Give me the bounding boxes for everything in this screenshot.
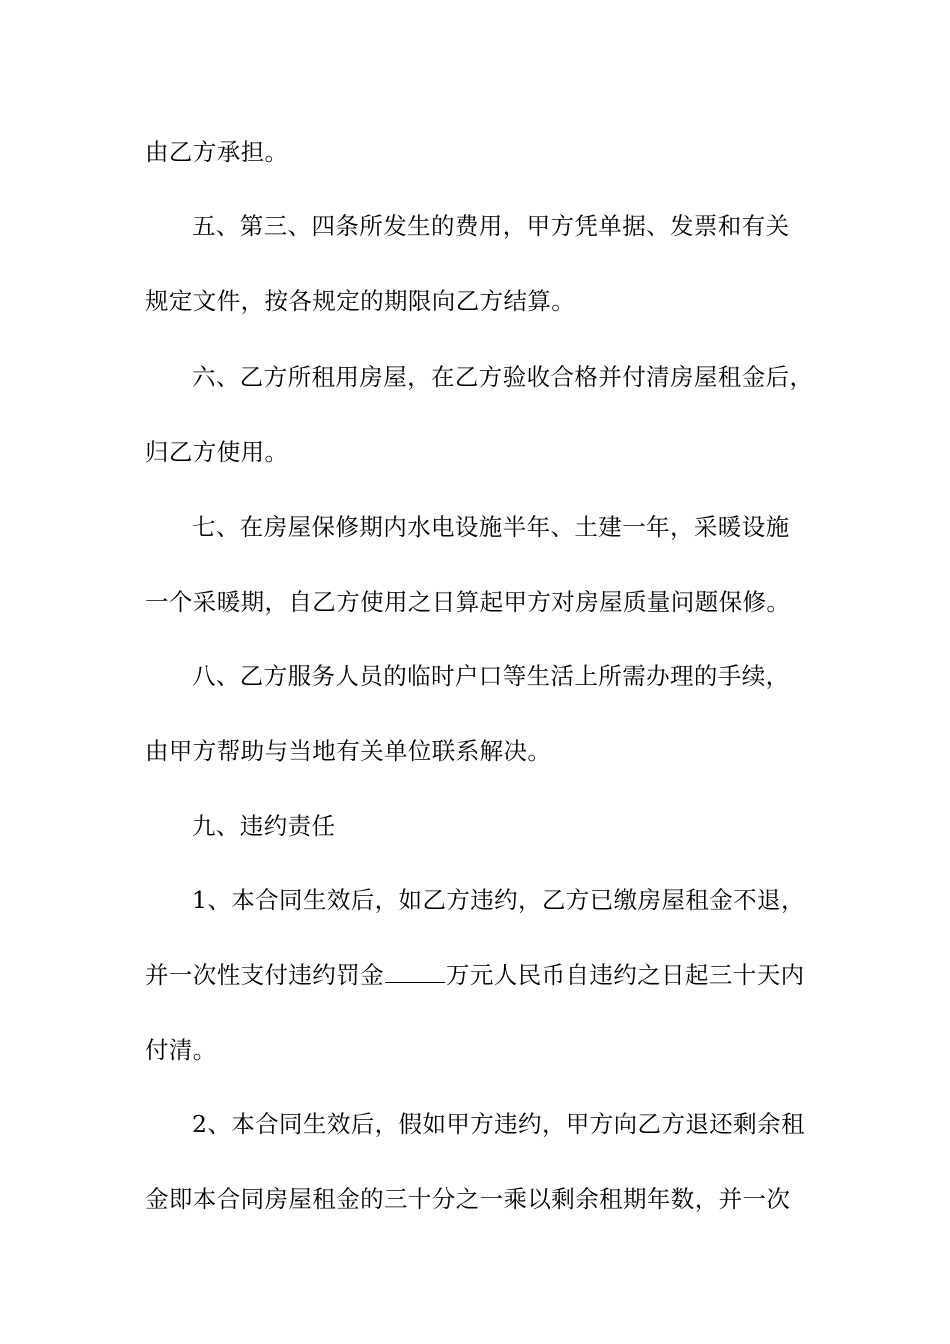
clause-9-1-line-3: 付清。 bbox=[145, 1036, 217, 1064]
clause-5-line-2: 规定文件，按各规定的期限向乙方结算。 bbox=[145, 287, 576, 315]
clause-6-line-1: 六、乙方所租用房屋，在乙方验收合格并付清房屋租金后， bbox=[192, 363, 814, 391]
penalty-text-before: 并一次性支付违约罚金 bbox=[145, 961, 384, 989]
clause-9-2-line-1: 2、本合同生效后，假如甲方违约，甲方向乙方退还剩余租 bbox=[192, 1110, 805, 1138]
clause-6-line-2: 归乙方使用。 bbox=[145, 438, 289, 466]
clause-9-1-line-2 bbox=[145, 960, 825, 990]
paragraph-line: 由乙方承担。 bbox=[145, 138, 289, 166]
clause-9-2-line-2: 金即本合同房屋租金的三十分之一乘以剩余租期年数，并一次 bbox=[145, 1185, 791, 1213]
penalty-amount-blank bbox=[385, 962, 445, 983]
clause-7-line-2: 一个采暖期，自乙方使用之日算起甲方对房屋质量问题保修。 bbox=[145, 588, 791, 616]
clause-8-line-2: 由甲方帮助与当地有关单位联系解决。 bbox=[145, 737, 552, 765]
clause-9-heading: 九、违约责任 bbox=[192, 812, 336, 840]
penalty-text-after: 万元人民币自违约之日起三十天内 bbox=[446, 961, 805, 989]
clause-7-line-1: 七、在房屋保修期内水电设施半年、土建一年，采暖设施 bbox=[192, 513, 790, 541]
clause-9-1-line-1: 1、本合同生效后，如乙方违约，乙方已缴房屋租金不退， bbox=[192, 886, 805, 914]
clause-5-line-1: 五、第三、四条所发生的费用，甲方凭单据、发票和有关 bbox=[192, 212, 790, 240]
clause-8-line-1: 八、乙方服务人员的临时户口等生活上所需办理的手续， bbox=[192, 662, 790, 690]
